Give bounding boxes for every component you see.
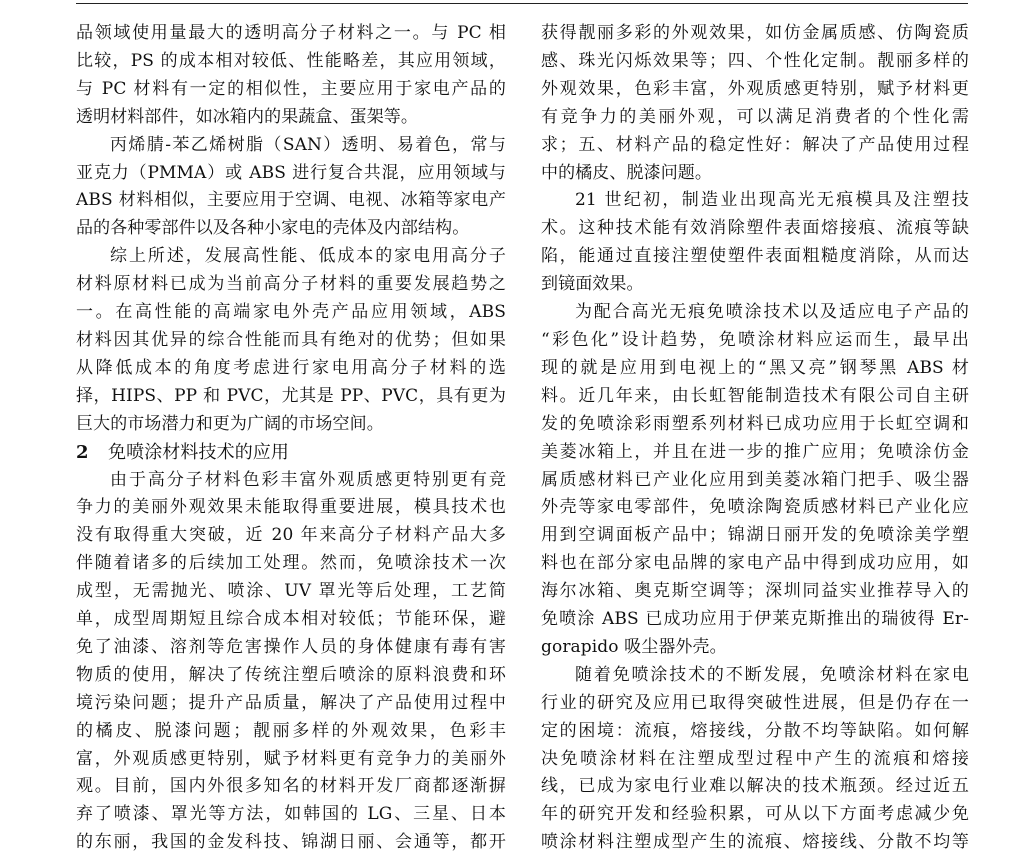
text-line: 有竞争力的美丽外观，可以满足消费者的个性化需: [541, 106, 969, 127]
right-paragraph-4: [541, 662, 969, 857]
text-line: 喷涂材料注塑成型产生的流痕、熔接线、分散不均等: [541, 832, 969, 853]
text-line: 没有取得重大突破，近 20 年来高分子材料产品大多: [76, 525, 506, 546]
text-line: 感、珠光闪烁效果等；四、个性化定制。靓丽多样的: [541, 50, 969, 71]
text-line: 丙烯腈-苯乙烯树脂（SAN）透明、易着色，常与: [110, 134, 506, 155]
text-line: 料也在部分家电品牌的家电产品中得到成功应用，如: [541, 553, 969, 574]
text-line: 品的各种零部件以及各种小家电的壳体及内部结构。: [76, 218, 470, 239]
text-line: 现的就是应用到电视上的“黑又亮”钢琴黑 ABS 材: [541, 357, 969, 378]
text-line: 争力的美丽外观效果未能取得重要进展，模具技术也: [76, 497, 506, 518]
text-line: 亚克力（PMMA）或 ABS 进行复合共混，应用领域与: [76, 162, 506, 183]
text-line: 术。这种技术能有效消除塑件表面熔接痕、流痕等缺: [541, 218, 969, 239]
text-line: 伴随着诸多的后续加工处理。然而，免喷涂技术一次: [76, 553, 506, 574]
text-line: 为配合高光无痕免喷涂技术以及适应电子产品的: [575, 302, 969, 323]
text-line: 材料因其优异的综合性能而具有绝对的优势；但如果: [76, 329, 506, 350]
left-column: [76, 20, 506, 857]
left-paragraph-4: [76, 467, 506, 858]
text-line: 用到空调面板产品中；锦湖日丽开发的免喷涂美学塑: [541, 525, 969, 546]
text-line: 综上所述，发展高性能、低成本的家电用高分子: [110, 246, 506, 267]
text-line: 外壳等家电零部件，免喷涂陶瓷质感材料已产业化应: [541, 497, 969, 518]
text-line: 到镜面效果。: [541, 274, 644, 295]
text-line: 属质感材料已产业化应用到美菱冰箱门把手、吸尘器: [541, 469, 969, 490]
text-line: 的东丽，我国的金发科技、锦湖日丽、会通等，都开: [76, 832, 506, 853]
right-column: [541, 20, 969, 857]
top-rule: [76, 3, 968, 4]
text-line: 的橘皮、脱漆问题；靓丽多样的外观效果，色彩丰: [76, 720, 506, 741]
left-paragraph-2: [76, 132, 506, 244]
text-line: 富，外观质感更特别，赋予材料更有竞争力的美丽外: [76, 748, 506, 769]
text-line: 获得靓丽多彩的外观效果，如仿金属质感、仿陶瓷质: [541, 23, 969, 43]
text-line: gorapido 吸尘器外壳。: [541, 636, 727, 657]
right-paragraph-1: [541, 20, 969, 187]
text-line: 年的研究开发和经验积累，可从以下方面考虑减少免: [541, 804, 969, 825]
text-line: 线，已成为家电行业难以解决的技术瓶颈。经过近五: [541, 776, 969, 797]
text-line: 弃了喷漆、罩光等方法，如韩国的 LG、三星、日本: [76, 804, 506, 825]
text-line: 从降低成本的角度考虑进行家电用高分子材料的选: [76, 357, 506, 378]
text-line: 比较，PS 的成本相对较低、性能略差，其应用领域，: [76, 50, 506, 71]
section-title: 免喷涂材料技术的应用: [108, 441, 289, 463]
text-line: 一。在高性能的高端家电外壳产品应用领域，ABS: [76, 302, 506, 323]
text-line: 行业的研究及应用已取得突破性进展，但是仍存在一: [541, 692, 969, 713]
text-line: 巨大的市场潜力和更为广阔的市场空间。: [76, 413, 384, 434]
text-line: 外观效果，色彩丰富，外观质感更特别，赋予材料更: [541, 78, 969, 99]
text-line: 海尔冰箱、奥克斯空调等；深圳同益实业推荐导入的: [541, 581, 969, 602]
text-line: 美菱冰箱上，并且在进一步的推广应用；免喷涂仿金: [541, 441, 969, 462]
text-line: 由于高分子材料色彩丰富外观质感更特别更有竞: [110, 469, 506, 490]
right-paragraph-3: [541, 299, 969, 662]
text-line: 境污染问题；提升产品质量，解决了产品使用过程中: [76, 692, 506, 713]
text-line: 择，HIPS、PP 和 PVC，尤其是 PP、PVC，具有更为: [76, 385, 506, 406]
text-line: 单，成型周期短且综合成本相对较低；节能环保，避: [76, 609, 506, 630]
text-line: 发的免喷涂彩雨塑系列材料已成功应用于长虹空调和: [541, 413, 969, 434]
text-line: 免喷涂 ABS 已成功应用于伊莱克斯推出的瑞彼得 Er-: [541, 609, 969, 630]
text-line: 决免喷涂材料在注塑成型过程中产生的流痕和熔接: [541, 748, 969, 769]
section-heading: [76, 439, 506, 467]
text-line: 求；五、材料产品的稳定性好：解决了产品使用过程: [541, 134, 969, 155]
text-line: 成型，无需抛光、喷涂、UV 罩光等后处理，工艺简: [76, 581, 506, 602]
text-line: 与 PC 材料有一定的相似性，主要应用于家电产品的: [76, 78, 506, 99]
text-line: 材料原材料已成为当前高分子材料的重要发展趋势之: [76, 274, 506, 295]
text-line: ABS 材料相似，主要应用于空调、电视、冰箱等家电产: [76, 190, 506, 211]
text-line: 中的橘皮、脱漆问题。: [541, 162, 712, 183]
section-number: 2: [76, 441, 89, 463]
text-line: 定的困境：流痕，熔接线，分散不均等缺陷。如何解: [541, 720, 969, 741]
text-line: 物质的使用，解决了传统注塑后喷涂的原料浪费和环: [76, 664, 506, 685]
text-line: “彩色化”设计趋势，免喷涂材料应运而生，最早出: [541, 329, 969, 350]
right-paragraph-2: [541, 187, 969, 299]
text-line: 陷，能通过直接注塑使塑件表面粗糙度消除，从而达: [541, 246, 969, 267]
text-line: 21 世纪初，制造业出现高光无痕模具及注塑技: [575, 190, 969, 211]
text-line: 免了油漆、溶剂等危害操作人员的身体健康有毒有害: [76, 636, 506, 657]
text-line: 透明材料部件，如冰箱内的果蔬盒、蛋架等。: [76, 106, 418, 127]
left-paragraph-1: [76, 20, 506, 132]
text-line: 随着免喷涂技术的不断发展，免喷涂材料在家电: [575, 664, 969, 685]
left-paragraph-3: [76, 243, 506, 438]
text-line: 品领域使用量最大的透明高分子材料之一。与 PC 相: [76, 23, 506, 43]
text-line: 观。目前，国内外很多知名的材料开发厂商都逐渐摒: [76, 776, 506, 797]
text-line: 料。近几年来，由长虹智能制造技术有限公司自主研: [541, 385, 969, 406]
